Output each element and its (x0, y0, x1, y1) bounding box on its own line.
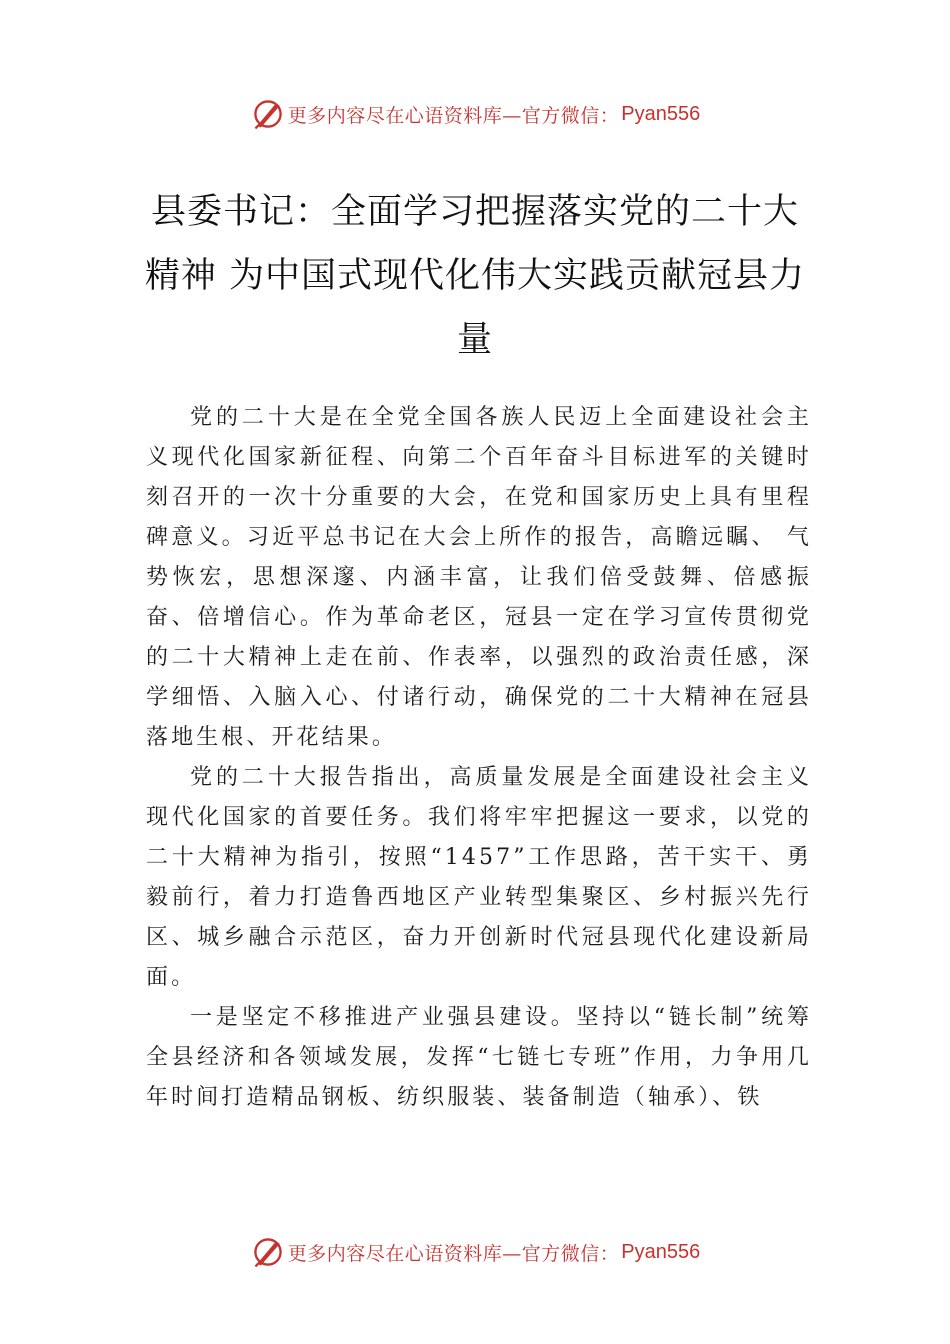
wechat-id: Pyan556 (621, 1240, 701, 1263)
document-body (146, 398, 812, 1118)
paragraph: 党的二十大报告指出，高质量发展是全面建设社会主义现代化国家的首要任务。我们将牢牢把握这一要求，以党的二十大精神为指引，按照“1457”工作思路，苦干实干、勇毅前行，着力打造鲁西地区产业转型集聚区、乡村振兴先行区、城乡融合示范区，奋力开创新时代冠县现代化建设新局面。 (146, 765, 812, 990)
paragraph: 一是坚定不移推进产业强县建设。坚持以“链长制”统筹全县经济和各领域发展，发挥“七链七专班”作用，力争用几年时间打造精品钢板、纺织服装、装备制造（轴承）、铁 (146, 1005, 812, 1110)
banner-text: 更多内容尽在心语资料库—官方微信： (287, 1242, 620, 1265)
document-title: 县委书记：全面学习把握落实党的二十大精神 为中国式现代化伟大实践贡献冠县力量 (144, 192, 806, 360)
quill-pen-icon (250, 96, 286, 132)
wechat-id: Pyan556 (621, 102, 701, 125)
paragraph: 党的二十大是在全党全国各族人民迈上全面建设社会主义现代化国家新征程、向第二个百年奋斗目标进军的关键时刻召开的一次十分重要的大会，在党和国家历史上具有里程碑意义。习近平总书记在大会上所作的报告，高瞻远瞩、 气势恢宏，思想深邃、内涵丰富，让我们倍受鼓舞、倍感振奋、倍增信心。作为革命老区，冠县一定在学习宣传贯彻党的二十大精神上走在前、作表率，以强烈的政治责任感，深学细悟、入脑入心、付诸行动，确保党的二十大精神在冠县落地生根、开花结果。 (146, 405, 812, 750)
header-banner (0, 94, 950, 134)
footer-banner (0, 1232, 950, 1272)
quill-pen-icon (250, 1234, 286, 1270)
banner-text: 更多内容尽在心语资料库—官方微信： (287, 104, 620, 127)
